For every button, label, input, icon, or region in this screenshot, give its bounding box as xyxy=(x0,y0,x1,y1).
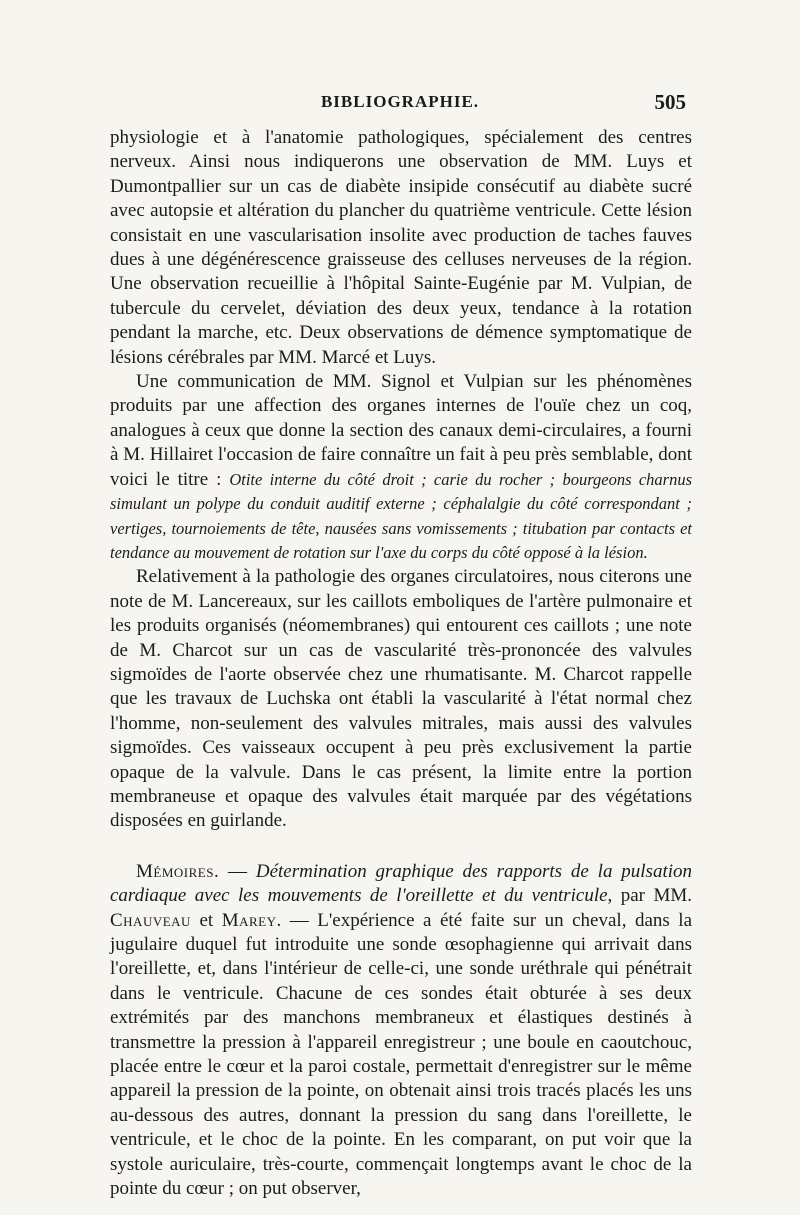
paragraph-2-text: Une communication de MM. Signol et Vulpian sur les phénomènes produits par une affection des organes internes de l'ouïe chez un coq, analogues à ceux que donne la section des canaux demi-circulaires, a fourni à M. Hillairet l'occasion de faire connaître un fait à peu près semblable, dont voici le titre : xyxy=(110,371,692,490)
author-marey: Marey xyxy=(221,909,277,931)
paragraph-2-title-italic: Otite interne du côté droit ; carie du rocher ; bourgeons charnus simulant un polype du conduit auditif externe ; céphalalgie du côté correspondant ; vertiges, tournoiements de tête, nausées sans vomissements ; titubation par contacts et tendance au mouvement de rotation sur l'axe du corps du côté opposé à la lésion. xyxy=(110,469,692,562)
section-gap xyxy=(110,834,692,860)
authors-and: et xyxy=(190,909,222,931)
paragraph-4-text: . — L'expérience a été faite sur un cheval, dans la jugulaire duquel fut introduite une sonde œsophagienne qui arrivait dans l'oreillette, et, dans l'intérieur de celle-ci, une sonde uréthrale qui pénétrait dans le ventricule. Chacune de ces sondes était obturée à ses deux extrémités par des manchons membraneux et élastiques destinés à transmettre la pression à l'appareil enregistreur ; une boule en caoutchouc, placée entre le cœur et la paroi costale, permettait d'enregistrer sur le même appareil la pression de la pointe, on obtenait ainsi trois tracés placés les uns au-dessous des autres, donnant la pression du sang dans l'oreillette, le ventricule, et le choc de la pointe. En les comparant, on put voir que la systole auriculaire, très-courte, commençait longtemps avant le choc de la pointe du cœur ; on put observer, xyxy=(110,909,693,1200)
memoires-authors-prefix: , par MM. xyxy=(607,885,692,907)
author-chauveau: Chauveau xyxy=(110,909,191,931)
paragraph-2 xyxy=(110,370,692,565)
running-title: BIBLIOGRAPHIE. xyxy=(320,92,480,111)
memoires-dash: — xyxy=(219,860,256,882)
page-header xyxy=(110,92,690,122)
paragraph-1: physiologie et à l'anatomie pathologiques, spécialement des centres nerveux. Ainsi nous indiquerons une observation de MM. Luys et Dumontpallier sur un cas de diabète insipide consécutif au diabète sucré avec autopsie et altération du plancher du quatrième ventricule. Cette lésion consistait en une vascularisation insolite avec production de taches fauves dues à une dégénérescence graisseuse des celluses nerveuses de la région. Une observation recueillie à l'hôpital Sainte-Eugénie par M. Vulpian, de tubercule du cervelet, déviation des deux yeux, tendance à la rotation pendant la marche, etc. Deux observations de démence symptomatique de lésions cérébrales par MM. Marcé et Luys. xyxy=(110,127,692,368)
memoires-heading: Mémoires. xyxy=(136,860,220,882)
page-number: 505 xyxy=(654,90,686,114)
body-text xyxy=(110,126,692,1201)
paragraph-4 xyxy=(110,860,692,1202)
memoires-title-italic: Détermination graphique des rapports de la pulsation cardiaque avec les mouvements de l'oreillette et du ventricule xyxy=(110,860,693,907)
paragraph-3: Relativement à la pathologie des organes circulatoires, nous citerons une note de M. Lancereaux, sur les caillots emboliques de l'artère pulmonaire et les produits organisés (néomembranes) qui entourent ces caillots ; une note de M. Charcot sur un cas de vascularité très-prononcée des valvules sigmoïdes de l'aorte observée chez une rhumatisante. M. Charcot rappelle que les travaux de Luchska ont établi la vascularité à l'état normal chez l'homme, non-seulement des valvules mitrales, mais aussi des valvules sigmoïdes. Ces vaisseaux occupent à peu près exclusivement la partie opaque de la valvule. Dans le cas présent, la limite entre la portion membraneuse et opaque des valvules était marquée par des végétations disposées en guirlande. xyxy=(110,566,692,832)
